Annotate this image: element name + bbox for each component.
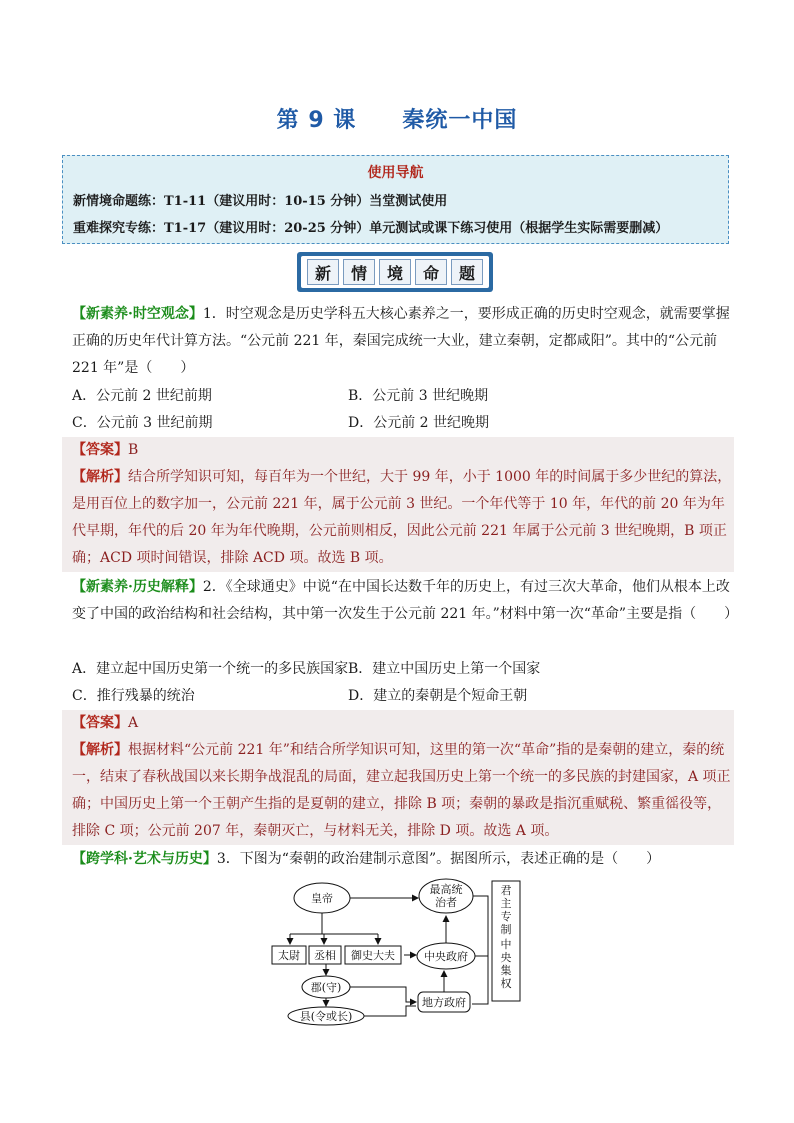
jun-label: 郡(守) bbox=[310, 981, 342, 994]
analysis-text: 【解析】根据材料“公元前 221 年”和结合所学知识可知，这里的第一次“革命”指的是秦朝的建立，秦的统一，结束了春秋战国以来长期争战混乱的局面，建立起我国历史上第一个统一的多民族的封建国家，A 项正确；中国历史上第一个王朝产生指的是夏朝的建立，排除 B 项；秦朝的暴政是指沉重赋税、繁重徭役等，排除 C 项；公元前 207 年，秦朝灭亡，与材料无关，排除 D 项。故选 A 项。 bbox=[72, 742, 731, 839]
option-c: C．公元前 3 世纪前期 bbox=[72, 415, 213, 431]
page-title bbox=[0, 103, 794, 134]
answer-value: A bbox=[128, 715, 139, 731]
qin-political-system-diagram bbox=[266, 876, 526, 1026]
option-c: C．推行残暴的统治 bbox=[72, 688, 195, 704]
taiwei-label: 太尉 bbox=[278, 949, 300, 962]
question-tag: 【跨学科·艺术与历史】 bbox=[72, 851, 217, 867]
answer-line: 【答案】A bbox=[72, 715, 139, 731]
banner-char: 新 bbox=[307, 259, 339, 285]
option-d: D．公元前 2 世纪晚期 bbox=[348, 415, 490, 431]
banner-char: 命 bbox=[415, 259, 447, 285]
lesson-topic: 秦统一中国 bbox=[402, 108, 518, 133]
question-text: 1．时空观念是历史学科五大核心素养之一，要形成正确的历史时空观念，就需要掌握正确的历史年代计算方法。“公元前 221 年，秦国完成统一大业，建立秦朝，定都咸阳”。其中的“公元前 221 年”是（ ） bbox=[72, 306, 730, 376]
section-banner bbox=[297, 252, 493, 292]
side-char: 集 bbox=[500, 964, 512, 977]
chengxiang-label: 丞相 bbox=[314, 949, 336, 962]
option-a: A．建立起中国历史第一个统一的多民族国家 bbox=[72, 661, 349, 677]
banner-char: 情 bbox=[343, 259, 375, 285]
option-a: A．公元前 2 世纪前期 bbox=[72, 388, 212, 404]
nav-line-1: 新情境命题练：T1-11（建议用时：10-15 分钟）当堂测试使用 bbox=[73, 194, 448, 209]
option-d: D．建立的秦朝是个短命王朝 bbox=[348, 688, 528, 704]
central-government-label: 中央政府 bbox=[424, 950, 468, 963]
side-char: 制 bbox=[500, 923, 512, 936]
answer-block-1 bbox=[62, 437, 734, 572]
question-text: 2．《全球通史》中说“在中国长达数千年的历史上，有过三次大革命，他们从根本上改变了中国的政治结构和社会结构，其中第一次发生于公元前 221 年。”材料中第一次“革命”主要是指（ ） bbox=[72, 579, 739, 622]
banner-char: 题 bbox=[451, 259, 483, 285]
question-tag: 【新素养·历史解释】 bbox=[72, 579, 203, 595]
banner-char: 境 bbox=[379, 259, 411, 285]
side-char: 主 bbox=[500, 897, 512, 910]
side-char: 中 bbox=[500, 938, 512, 951]
usage-navigation-box bbox=[62, 155, 729, 244]
analysis-text: 【解析】结合所学知识可知，每百年为一个世纪，大于 99 年，小于 1000 年的时间属于多少世纪的算法，是用百位上的数字加一，公元前 221 年，属于公元前 3 世纪。一个年代等于 10 年，年代的前 20 年为年代早期，年代的后 20 年为年代晚期，公元前则相反，因此公元前 221 年属于公元前 3 世纪晚期，B 项正确；ACD 项时间错误，排除 ACD 项。故选 B 项。 bbox=[72, 469, 732, 566]
question-tag: 【新素养·时空观念】 bbox=[72, 306, 203, 322]
yushi-label: 御史大夫 bbox=[351, 949, 395, 962]
question-1 bbox=[72, 301, 732, 382]
supreme-ruler-label-1: 最高统 bbox=[429, 883, 463, 896]
option-b: B．建立中国历史上第一个国家 bbox=[348, 661, 541, 677]
question-3 bbox=[72, 846, 732, 873]
side-char: 君 bbox=[500, 884, 512, 897]
local-government-label: 地方政府 bbox=[422, 996, 466, 1009]
side-char: 央 bbox=[500, 951, 512, 964]
question-text: 3．下图为“秦朝的政治建制示意图”。据图所示，表述正确的是（ ） bbox=[216, 851, 661, 867]
answer-line: 【答案】B bbox=[72, 442, 139, 458]
bracket bbox=[472, 896, 488, 1004]
arrow bbox=[350, 987, 416, 1002]
answer-block-2 bbox=[62, 710, 734, 845]
supreme-ruler-label-2: 治者 bbox=[435, 896, 457, 909]
option-b: B．公元前 3 世纪晚期 bbox=[348, 388, 489, 404]
side-char: 权 bbox=[500, 977, 512, 990]
side-char: 专 bbox=[500, 910, 512, 923]
xian-label: 县(令或长) bbox=[299, 1010, 353, 1023]
connector bbox=[364, 1006, 416, 1016]
question-2 bbox=[72, 574, 739, 628]
emperor-label: 皇帝 bbox=[311, 892, 333, 905]
lesson-number: 第 9 课 bbox=[276, 108, 357, 133]
answer-value: B bbox=[128, 442, 139, 458]
nav-title: 使用导航 bbox=[367, 165, 424, 181]
nav-line-2: 重难探究专练：T1-17（建议用时：20-25 分钟）单元测试或课下练习使用（根据学生实际需要删减） bbox=[73, 221, 669, 236]
